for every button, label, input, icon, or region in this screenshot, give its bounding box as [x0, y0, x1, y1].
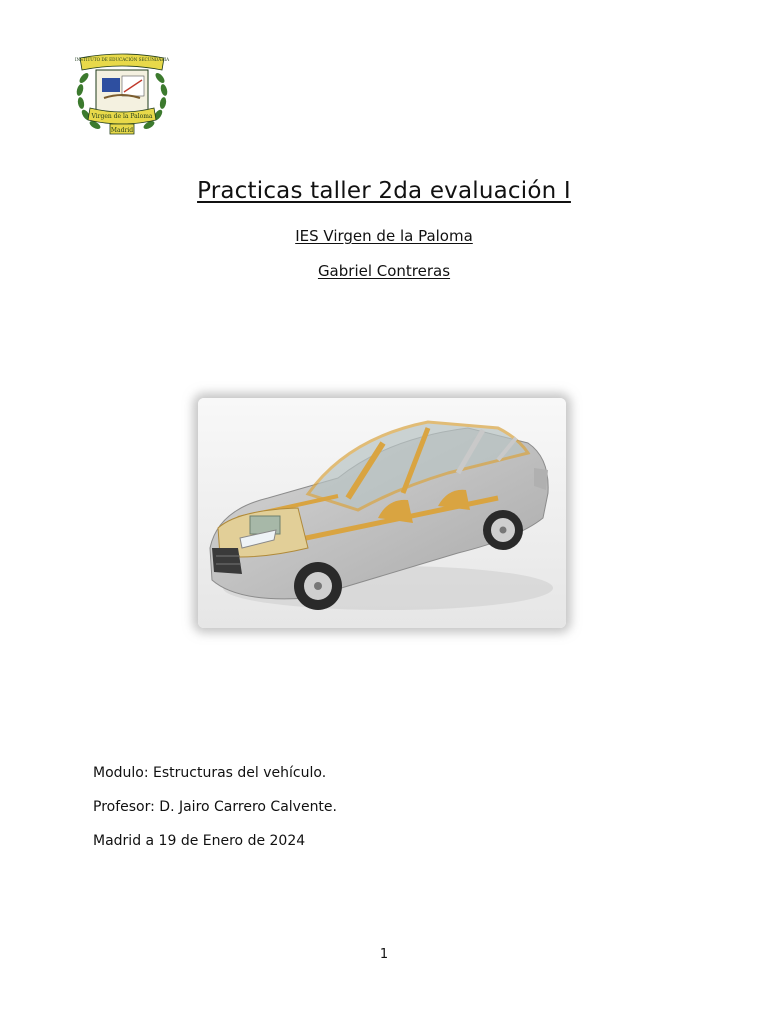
author-name: Gabriel Contreras — [317, 262, 451, 280]
page-title: Practicas taller 2da evaluación I — [197, 178, 571, 204]
crest-name-text: Virgen de la Paloma — [91, 113, 153, 120]
school-crest-logo — [70, 48, 174, 144]
crest-city-text: Madrid — [110, 127, 134, 134]
module-line: Modulo: Estructuras del vehículo. — [93, 765, 327, 781]
school-name: IES Virgen de la Paloma — [295, 227, 473, 245]
crest-top-text: INSTITUTO DE EDUCACIÓN SECUNDARIA — [74, 57, 170, 62]
page-number: 1 — [379, 947, 389, 962]
car-structure-image — [198, 398, 566, 628]
date-line: Madrid a 19 de Enero de 2024 — [93, 833, 306, 849]
teacher-line: Profesor: D. Jairo Carrero Calvente. — [93, 799, 337, 815]
